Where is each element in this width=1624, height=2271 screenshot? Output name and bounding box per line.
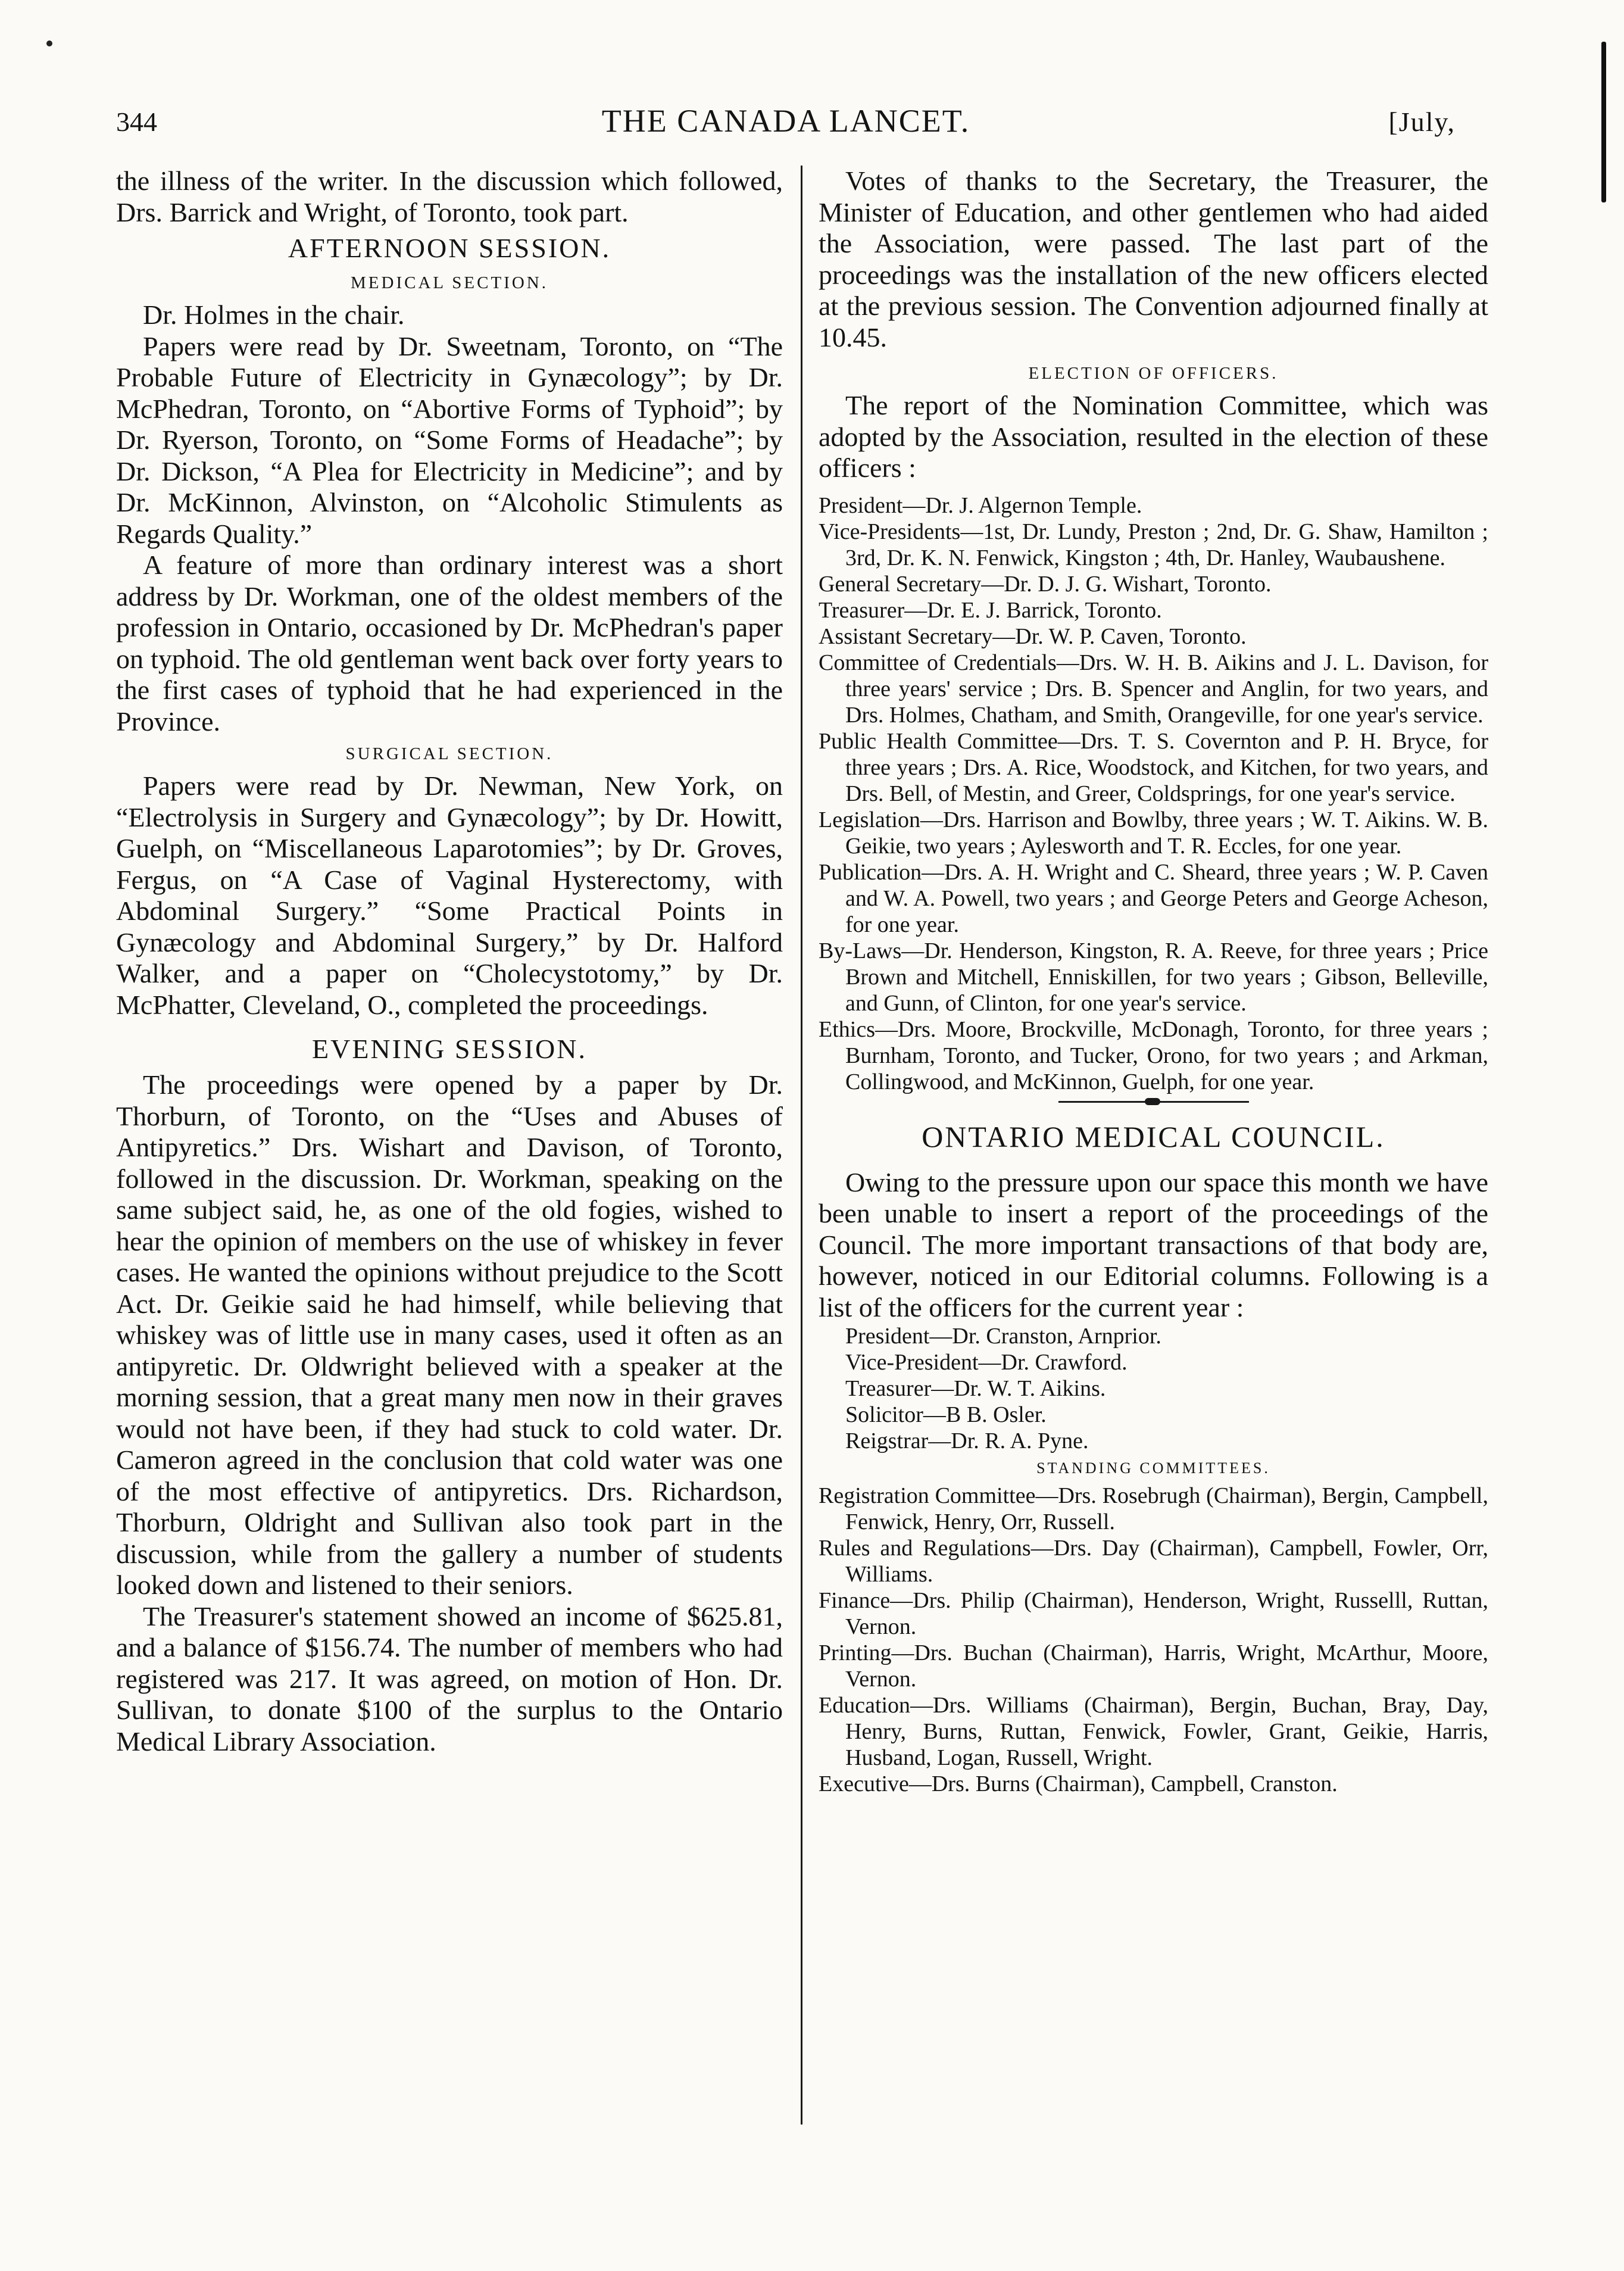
surgical-paragraph: Papers were read by Dr. Newman, New York, on “Electrolysis in Surgery and Gynæcology”; by Dr. Howitt, Guelph, on “Miscellaneous Laparotomies”; by Dr. Groves, Fergus, on “A Case of Vaginal Hysterectomy, with Abdominal Surgery.” “Some Practical Points in Gynæcology and Abdominal Surgery,” by Dr. Halford Walker, and a paper on “Cholecystotomy,” by Dr. McPhatter, Cleveland, O., completed the proceedings. (116, 770, 783, 1020)
committee-entry: Registration Committee—Drs. Rosebrugh (Chairman), Bergin, Campbell, Fenwick, Henry, Orr, Russell. (819, 1483, 1488, 1534)
officer-entry: Ethics—Drs. Moore, Brockville, McDonagh, Toronto, for three years ; Burnham, Toronto, and Tucker, Orono, for two years ; and Arkman, Collingwood, and McKinnon, Guelph, for one year. (819, 1016, 1488, 1094)
officer-entry: General Secretary—Dr. D. J. G. Wishart, Toronto. (819, 571, 1272, 597)
medical-paragraph-2: Papers were read by Dr. Sweetnam, Toronto, on “The Probable Future of Electricity in Gynæcology”; by Dr. McPhedran, Toronto, on “Abortive Forms of Typhoid”; by Dr. Ryerson, Toronto, on “Some Forms of Headache”; by Dr. Dickson, “A Plea for Electricity in Medicine”; and by Dr. McKinnon, Alvinston, on “Alcoholic Stimulents as Regards Quality.” (116, 330, 783, 549)
right-column (819, 166, 1488, 1797)
evening-paragraph-1: The proceedings were opened by a paper by Dr. Thorburn, of Toronto, on the “Uses and Abuses of Antipyretics.” Drs. Wishart and Davison, of Toronto, followed in the discussion. Dr. Workman, speaking on the same subject said, he, as one of the old fogies, wished to hear the opinion of members on the use of whiskey in fever cases. He wanted the opinions without prejudice to the Scott Act. Dr. Geikie said he had himself, while believing that whiskey was of little use in many cases, used it often as an antipyretic. Dr. Oldwright believed with a speaker at the morning session, that a great many men now in their graves would not have been, if they had stuck to cold water. Dr. Cameron agreed in the conclusion that cold water was one of the most effective of antipyretics. Drs. Richardson, Thorburn, Oldright and Sullivan also took part in the discussion, while from the gallery a number of students looked down and listened to their seniors. (116, 1069, 783, 1600)
medical-section-heading: MEDICAL SECTION. (351, 273, 548, 292)
section-separator (1058, 1101, 1249, 1103)
election-heading: ELECTION OF OFFICERS. (1028, 364, 1279, 383)
council-paragraph: Owing to the pressure upon our space this month we have been unable to insert a report of the proceedings of the Council. The more important transactions of that body are, however, noticed in our Editorial columns. Following is a list of the officers for the current year : (819, 1166, 1488, 1322)
afternoon-session-heading: AFTERNOON SESSION. (288, 233, 611, 263)
opening-paragraph: the illness of the writer. In the discussion which followed, Drs. Barrick and Wright, of Toronto, took part. (116, 166, 783, 227)
officer-entry: Publication—Drs. A. H. Wright and C. Sheard, three years ; W. P. Caven and W. A. Powell, two years ; and George Peters and George Acheson, for one year. (819, 859, 1488, 937)
committee-entry: Executive—Drs. Burns (Chairman), Campbell, Cranston. (819, 1771, 1338, 1796)
medical-paragraph-3: A feature of more than ordinary interest was a short address by Dr. Workman, one of the oldest members of the profession in Ontario, occasioned by Dr. McPhedran's paper on typhoid. The old gentleman went back over forty years to the first cases of typhoid that he had experienced in the Province. (116, 550, 783, 737)
officer-entry: Legislation—Drs. Harrison and Bowlby, three years ; W. T. Aikins. W. B. Geikie, two years ; Aylesworth and T. R. Eccles, for one year. (819, 807, 1488, 859)
council-officer-entry: Vice-President—Dr. Crawford. (845, 1350, 1128, 1375)
council-officer-entry: Solicitor—B B. Osler. (845, 1402, 1047, 1427)
officer-entry: Assistant Secretary—Dr. W. P. Caven, Toronto. (819, 623, 1247, 649)
committee-entry: Education—Drs. Williams (Chairman), Bergin, Buchan, Bray, Day, Henry, Burns, Ruttan, Fenwick, Fowler, Grant, Geikie, Harris, Husband, Logan, Russell, Wright. (819, 1693, 1488, 1770)
officers-list (819, 492, 1488, 1095)
officer-entry: Public Health Committee—Drs. T. S. Covernton and P. H. Bryce, for three years ; Drs. A. Rice, Woodstock, and Kitchen, for two years, and Drs. Bell, of Mestin, and Greer, Coldsprings, for one year's service. (819, 728, 1488, 806)
officer-entry: Vice-Presidents—1st, Dr. Lundy, Preston ; 2nd, Dr. G. Shaw, Hamilton ; 3rd, Dr. K. N. Fenwick, Kingston ; 4th, Dr. Hanley, Waubaushene. (819, 519, 1488, 570)
evening-session-heading: EVENING SESSION. (312, 1034, 587, 1064)
page-speck (46, 40, 52, 46)
officer-entry: By-Laws—Dr. Henderson, Kingston, R. A. Reeve, for three years ; Price Brown and Mitchell, Enniskillen, for two years ; Gibson, Belleville, and Gunn, of Clinton, for one year's service. (819, 938, 1488, 1016)
page-number: 344 (116, 107, 157, 137)
council-officer-entry: President—Dr. Cranston, Arnprior. (845, 1324, 1161, 1349)
committee-entry: Printing—Drs. Buchan (Chairman), Harris, Wright, McArthur, Moore, Vernon. (819, 1640, 1488, 1692)
column-rule (801, 166, 802, 2125)
committees-list (819, 1483, 1488, 1797)
committee-entry: Rules and Regulations—Drs. Day (Chairman), Campbell, Fowler, Orr, Williams. (819, 1536, 1488, 1587)
journal-title: THE CANADA LANCET. (601, 103, 970, 139)
votes-paragraph: Votes of thanks to the Secretary, the Treasurer, the Minister of Education, and other gentlemen who had aided the Association, were passed. The last part of the proceedings was the installation of the new officers elected at the previous session. The Convention adjourned finally at 10.45. (819, 166, 1488, 352)
medical-paragraph-1: Dr. Holmes in the chair. (143, 300, 405, 330)
officer-entry: Committee of Credentials—Drs. W. H. B. Aikins and J. L. Davison, for three years' service ; Drs. B. Spencer and Anglin, for two years, and Drs. Holmes, Chatham, and Smith, Orangeville, for one year's service. (819, 650, 1488, 728)
council-officer-entry: Treasurer—Dr. W. T. Aikins. (845, 1376, 1106, 1401)
officer-entry: Treasurer—Dr. E. J. Barrick, Toronto. (819, 597, 1162, 623)
standing-committees-heading: STANDING COMMITTEES. (1036, 1459, 1270, 1477)
left-column (116, 166, 783, 1757)
council-officer-entry: Reigstrar—Dr. R. A. Pyne. (845, 1428, 1089, 1453)
council-officers-list (819, 1323, 1488, 1454)
committee-entry: Finance—Drs. Philip (Chairman), Henderson, Wright, Russelll, Ruttan, Vernon. (819, 1588, 1488, 1639)
surgical-section-heading: SURGICAL SECTION. (345, 744, 554, 763)
binding-edge-mark (1601, 42, 1606, 202)
election-intro: The report of the Nomination Committee, which was adopted by the Association, resulted in the election of these officers : (819, 390, 1488, 483)
council-heading: ONTARIO MEDICAL COUNCIL. (922, 1119, 1385, 1153)
issue-month: [July, (1388, 107, 1456, 137)
page-header (116, 100, 1456, 154)
evening-paragraph-2: The Treasurer's statement showed an income of $625.81, and a balance of $156.74. The number of members who had registered was 217. It was agreed, on motion of Hon. Dr. Sullivan, to donate $100 of the surplus to the Ontario Medical Library Association. (116, 1601, 783, 1757)
officer-entry: President—Dr. J. Algernon Temple. (819, 492, 1142, 518)
